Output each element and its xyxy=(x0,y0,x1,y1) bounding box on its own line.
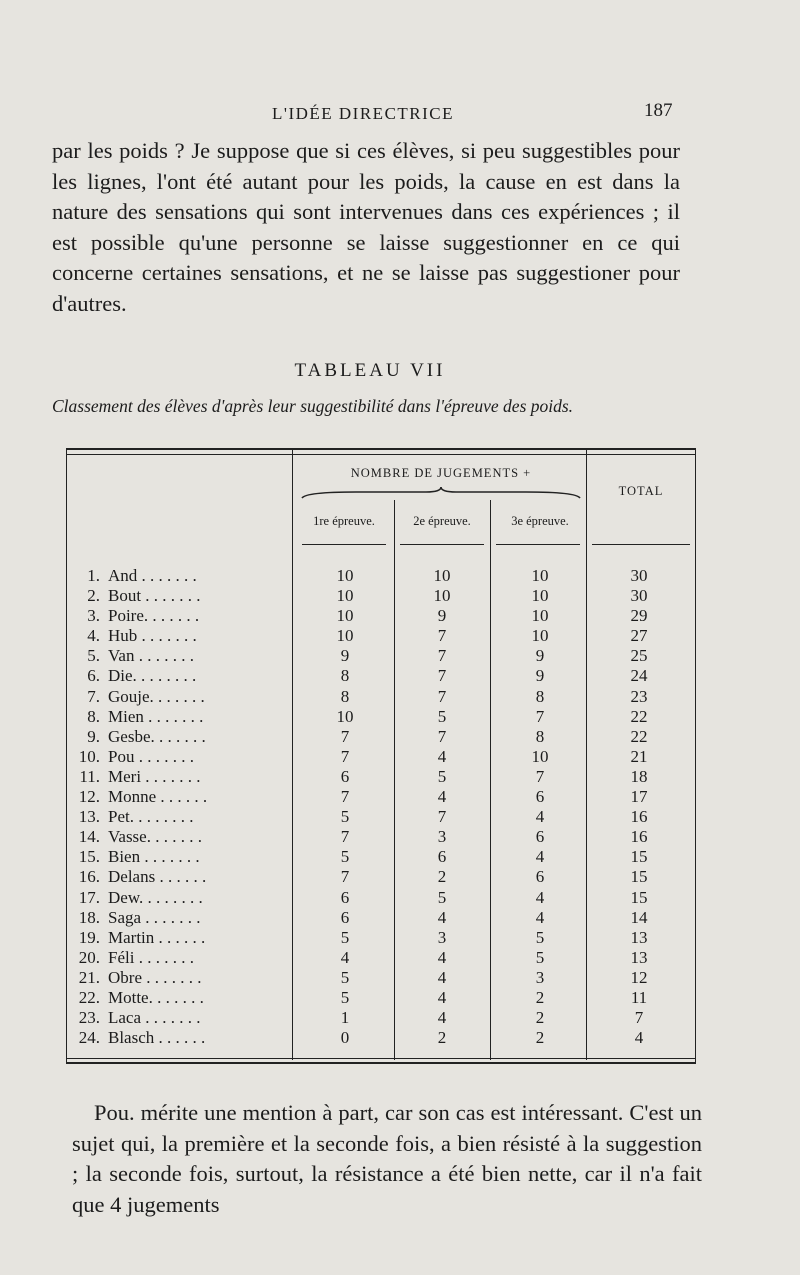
total-value: 21 xyxy=(630,746,648,766)
epreuve-1-value: 7 xyxy=(340,726,350,746)
row-number: 20. xyxy=(78,947,100,967)
table-row xyxy=(66,1028,696,1048)
student-name: Vasse. . . . . . . xyxy=(108,827,202,847)
table-row xyxy=(66,867,696,887)
total-value: 15 xyxy=(630,867,648,887)
row-number: 11. xyxy=(79,766,100,786)
table-title: TABLEAU VII xyxy=(294,360,446,381)
epreuve-3-value: 5 xyxy=(535,947,545,967)
epreuve-2-value: 10 xyxy=(433,586,451,606)
student-name: And . . . . . . . xyxy=(108,566,197,585)
epreuve-2-value: 7 xyxy=(437,686,447,706)
student-name: Van . . . . . . . xyxy=(108,646,194,666)
table-row xyxy=(66,586,696,606)
brace-icon xyxy=(296,486,586,500)
student-name: Hub . . . . . . . xyxy=(108,626,197,646)
epreuve-2-value: 4 xyxy=(437,947,447,967)
total-value: 29 xyxy=(630,606,648,626)
table-row xyxy=(66,626,696,646)
row-number: 19. xyxy=(78,927,100,947)
header-underline xyxy=(302,544,386,545)
student-name: Blasch . . . . . . xyxy=(108,1028,206,1048)
table-row xyxy=(66,687,696,707)
student-name: Saga . . . . . . . xyxy=(108,907,201,927)
epreuve-3-value: 10 xyxy=(531,566,549,585)
page-number: 187 xyxy=(644,100,673,121)
total-value: 23 xyxy=(630,686,648,706)
row-number: 13. xyxy=(78,807,100,827)
total-value: 25 xyxy=(630,646,648,666)
student-name: Martin . . . . . . xyxy=(108,927,206,947)
total-value: 13 xyxy=(630,927,648,947)
row-number: 21. xyxy=(78,967,100,987)
row-number: 9. xyxy=(87,726,100,746)
table-top-rule xyxy=(66,448,696,450)
epreuve-2-value: 10 xyxy=(433,566,451,585)
total-value: 18 xyxy=(630,766,648,786)
epreuve-2-value: 3 xyxy=(437,927,447,947)
table-row xyxy=(66,827,696,847)
row-number: 6. xyxy=(87,666,100,686)
epreuve-1-value: 5 xyxy=(340,967,350,987)
student-name: Féli . . . . . . . xyxy=(108,947,194,967)
paragraph-top: par les poids ? Je suppose que si ces élèves, si peu suggestibles pour les lignes, l'ont été autant pour les poids, la cause en est dans la nature des sensations qui sont intervenues dans ces expériences ; il est possible qu'une personne se laisse suggestionner en ce qui concerne certaines sensations, et ne se laisse pas suggestioner pour d'autres. xyxy=(52,138,680,316)
student-name: Gouje. . . . . . . xyxy=(108,686,205,706)
epreuve-1-value: 10 xyxy=(336,566,354,585)
table-row xyxy=(66,727,696,747)
epreuve-2-value: 5 xyxy=(437,766,447,786)
student-name: Bout . . . . . . . xyxy=(108,586,201,606)
row-number: 5. xyxy=(87,646,100,666)
total-value: 30 xyxy=(630,566,648,585)
total-value: 11 xyxy=(630,987,648,1007)
total-value: 22 xyxy=(630,726,648,746)
table-row xyxy=(66,767,696,787)
epreuve-3-value: 10 xyxy=(531,746,549,766)
running-title: L'IDÉE DIRECTRICE xyxy=(272,104,455,123)
epreuve-2-value: 7 xyxy=(437,666,447,686)
epreuve-2-value: 4 xyxy=(437,1008,447,1028)
epreuve-2-value: 4 xyxy=(437,987,447,1007)
epreuve-3-value: 4 xyxy=(535,907,545,927)
epreuve-3-value: 6 xyxy=(535,787,545,807)
epreuve-2-value: 2 xyxy=(437,1028,447,1048)
student-name: Gesbe. . . . . . . xyxy=(108,726,206,746)
row-number: 17. xyxy=(78,887,100,907)
row-number: 22. xyxy=(78,987,100,1007)
epreuve-3-value: 6 xyxy=(535,827,545,847)
epreuve-1-value: 8 xyxy=(340,686,350,706)
epreuve-3-value: 4 xyxy=(535,807,545,827)
epreuve-3-value: 6 xyxy=(535,867,545,887)
table-row xyxy=(66,807,696,827)
row-number: 24. xyxy=(78,1028,100,1048)
sub-header-3: 3e épreuve. xyxy=(511,514,569,528)
table-row xyxy=(66,747,696,767)
epreuve-1-value: 10 xyxy=(336,626,354,646)
header-underline xyxy=(496,544,580,545)
epreuve-3-value: 2 xyxy=(535,1008,545,1028)
epreuve-1-value: 7 xyxy=(340,746,350,766)
epreuve-1-value: 6 xyxy=(340,907,350,927)
epreuve-1-value: 5 xyxy=(340,847,350,867)
table-row xyxy=(66,646,696,666)
epreuve-1-value: 10 xyxy=(336,606,354,626)
total-value: 15 xyxy=(630,847,648,867)
total-value: 24 xyxy=(630,666,648,686)
total-value: 4 xyxy=(634,1028,644,1048)
student-name: Monne . . . . . . xyxy=(108,787,208,807)
row-number: 10. xyxy=(78,746,100,766)
epreuve-2-value: 4 xyxy=(437,967,447,987)
epreuve-1-value: 4 xyxy=(340,947,350,967)
total-value: 22 xyxy=(630,706,648,726)
paragraph-bottom: Pou. mérite une mention à part, car son cas est intéressant. C'est un sujet qui, la première et la seconde fois, a bien résisté à la suggestion ; la seconde fois, surtout, la résistance a été bien nette, car il n'a fait que 4 jugements xyxy=(72,1100,702,1217)
sub-header-2: 2e épreuve. xyxy=(413,514,471,528)
epreuve-2-value: 5 xyxy=(437,887,447,907)
epreuve-1-value: 7 xyxy=(340,787,350,807)
epreuve-1-value: 5 xyxy=(340,807,350,827)
table-row xyxy=(66,948,696,968)
table-bottom-rule xyxy=(66,1062,696,1064)
table-row xyxy=(66,908,696,928)
table-row xyxy=(66,606,696,626)
running-head xyxy=(0,100,800,130)
student-name: Mien . . . . . . . xyxy=(108,706,204,726)
epreuve-3-value: 7 xyxy=(535,706,545,726)
group-header: NOMBRE DE JUGEMENTS + xyxy=(350,466,532,480)
epreuve-1-value: 6 xyxy=(340,766,350,786)
epreuve-2-value: 4 xyxy=(437,907,447,927)
epreuve-3-value: 8 xyxy=(535,726,545,746)
epreuve-1-value: 9 xyxy=(340,646,350,666)
student-name: Die. . . . . . . . xyxy=(108,666,197,686)
student-name: Motte. . . . . . . xyxy=(108,987,204,1007)
row-number: 3. xyxy=(87,606,100,626)
table-row xyxy=(66,1008,696,1028)
row-number: 15. xyxy=(78,847,100,867)
student-name: Meri . . . . . . . xyxy=(108,766,201,786)
epreuve-3-value: 10 xyxy=(531,606,549,626)
data-table xyxy=(66,448,696,1068)
table-row xyxy=(66,566,696,586)
epreuve-2-value: 9 xyxy=(437,606,447,626)
total-value: 14 xyxy=(630,907,648,927)
table-row xyxy=(66,928,696,948)
header-underline xyxy=(592,544,690,545)
total-value: 27 xyxy=(630,626,648,646)
total-value: 13 xyxy=(630,947,648,967)
table-row xyxy=(66,988,696,1008)
row-number: 4. xyxy=(87,626,100,646)
table-row xyxy=(66,707,696,727)
epreuve-2-value: 7 xyxy=(437,626,447,646)
row-number: 1. xyxy=(87,566,100,585)
total-value: 16 xyxy=(630,827,648,847)
row-number: 2. xyxy=(87,586,100,606)
row-number: 7. xyxy=(87,686,100,706)
student-name: Poire. . . . . . . xyxy=(108,606,200,626)
student-name: Pou . . . . . . . xyxy=(108,746,194,766)
epreuve-2-value: 3 xyxy=(437,827,447,847)
epreuve-2-value: 5 xyxy=(437,706,447,726)
table-row xyxy=(66,968,696,988)
epreuve-1-value: 6 xyxy=(340,887,350,907)
epreuve-1-value: 0 xyxy=(340,1028,350,1048)
epreuve-1-value: 5 xyxy=(340,987,350,1007)
epreuve-2-value: 4 xyxy=(437,746,447,766)
epreuve-3-value: 4 xyxy=(535,847,545,867)
epreuve-3-value: 9 xyxy=(535,646,545,666)
table-row xyxy=(66,666,696,686)
epreuve-3-value: 10 xyxy=(531,626,549,646)
epreuve-1-value: 7 xyxy=(340,867,350,887)
table-bottom-rule-thin xyxy=(66,1058,696,1059)
epreuve-1-value: 5 xyxy=(340,927,350,947)
table-top-rule-thin xyxy=(66,454,696,455)
table-caption: Classement des élèves d'après leur suggestibilité dans l'épreuve des poids. xyxy=(52,396,574,416)
epreuve-2-value: 4 xyxy=(437,787,447,807)
header-underline xyxy=(400,544,484,545)
table-row xyxy=(66,847,696,867)
table-body xyxy=(66,566,696,1048)
student-name: Bien . . . . . . . xyxy=(108,847,200,867)
row-number: 8. xyxy=(87,706,100,726)
total-value: 30 xyxy=(630,586,648,606)
epreuve-3-value: 5 xyxy=(535,927,545,947)
student-name: Pet. . . . . . . . xyxy=(108,807,194,827)
row-number: 16. xyxy=(78,867,100,887)
sub-header-1: 1re épreuve. xyxy=(313,514,375,528)
epreuve-3-value: 3 xyxy=(535,967,545,987)
student-name: Obre . . . . . . . xyxy=(108,967,202,987)
epreuve-3-value: 4 xyxy=(535,887,545,907)
row-number: 12. xyxy=(78,787,100,807)
epreuve-3-value: 2 xyxy=(535,1028,545,1048)
epreuve-3-value: 2 xyxy=(535,987,545,1007)
student-name: Laca . . . . . . . xyxy=(108,1008,201,1028)
table-row xyxy=(66,888,696,908)
epreuve-2-value: 6 xyxy=(437,847,447,867)
epreuve-1-value: 10 xyxy=(336,586,354,606)
epreuve-3-value: 9 xyxy=(535,666,545,686)
epreuve-3-value: 7 xyxy=(535,766,545,786)
epreuve-3-value: 8 xyxy=(535,686,545,706)
epreuve-2-value: 7 xyxy=(437,646,447,666)
epreuve-2-value: 2 xyxy=(437,867,447,887)
total-value: 15 xyxy=(630,887,648,907)
total-value: 12 xyxy=(630,967,648,987)
total-value: 16 xyxy=(630,807,648,827)
epreuve-1-value: 8 xyxy=(340,666,350,686)
epreuve-2-value: 7 xyxy=(437,807,447,827)
table-row xyxy=(66,787,696,807)
epreuve-1-value: 7 xyxy=(340,827,350,847)
row-number: 18. xyxy=(78,907,100,927)
epreuve-1-value: 1 xyxy=(340,1008,350,1028)
total-value: 7 xyxy=(634,1008,644,1028)
epreuve-2-value: 7 xyxy=(437,726,447,746)
student-name: Dew. . . . . . . . xyxy=(108,887,203,907)
row-number: 14. xyxy=(78,827,100,847)
total-value: 17 xyxy=(630,787,648,807)
epreuve-1-value: 10 xyxy=(336,706,354,726)
student-name: Delans . . . . . . xyxy=(108,867,207,887)
total-header: TOTAL xyxy=(618,484,664,498)
epreuve-3-value: 10 xyxy=(531,586,549,606)
row-number: 23. xyxy=(78,1008,100,1028)
